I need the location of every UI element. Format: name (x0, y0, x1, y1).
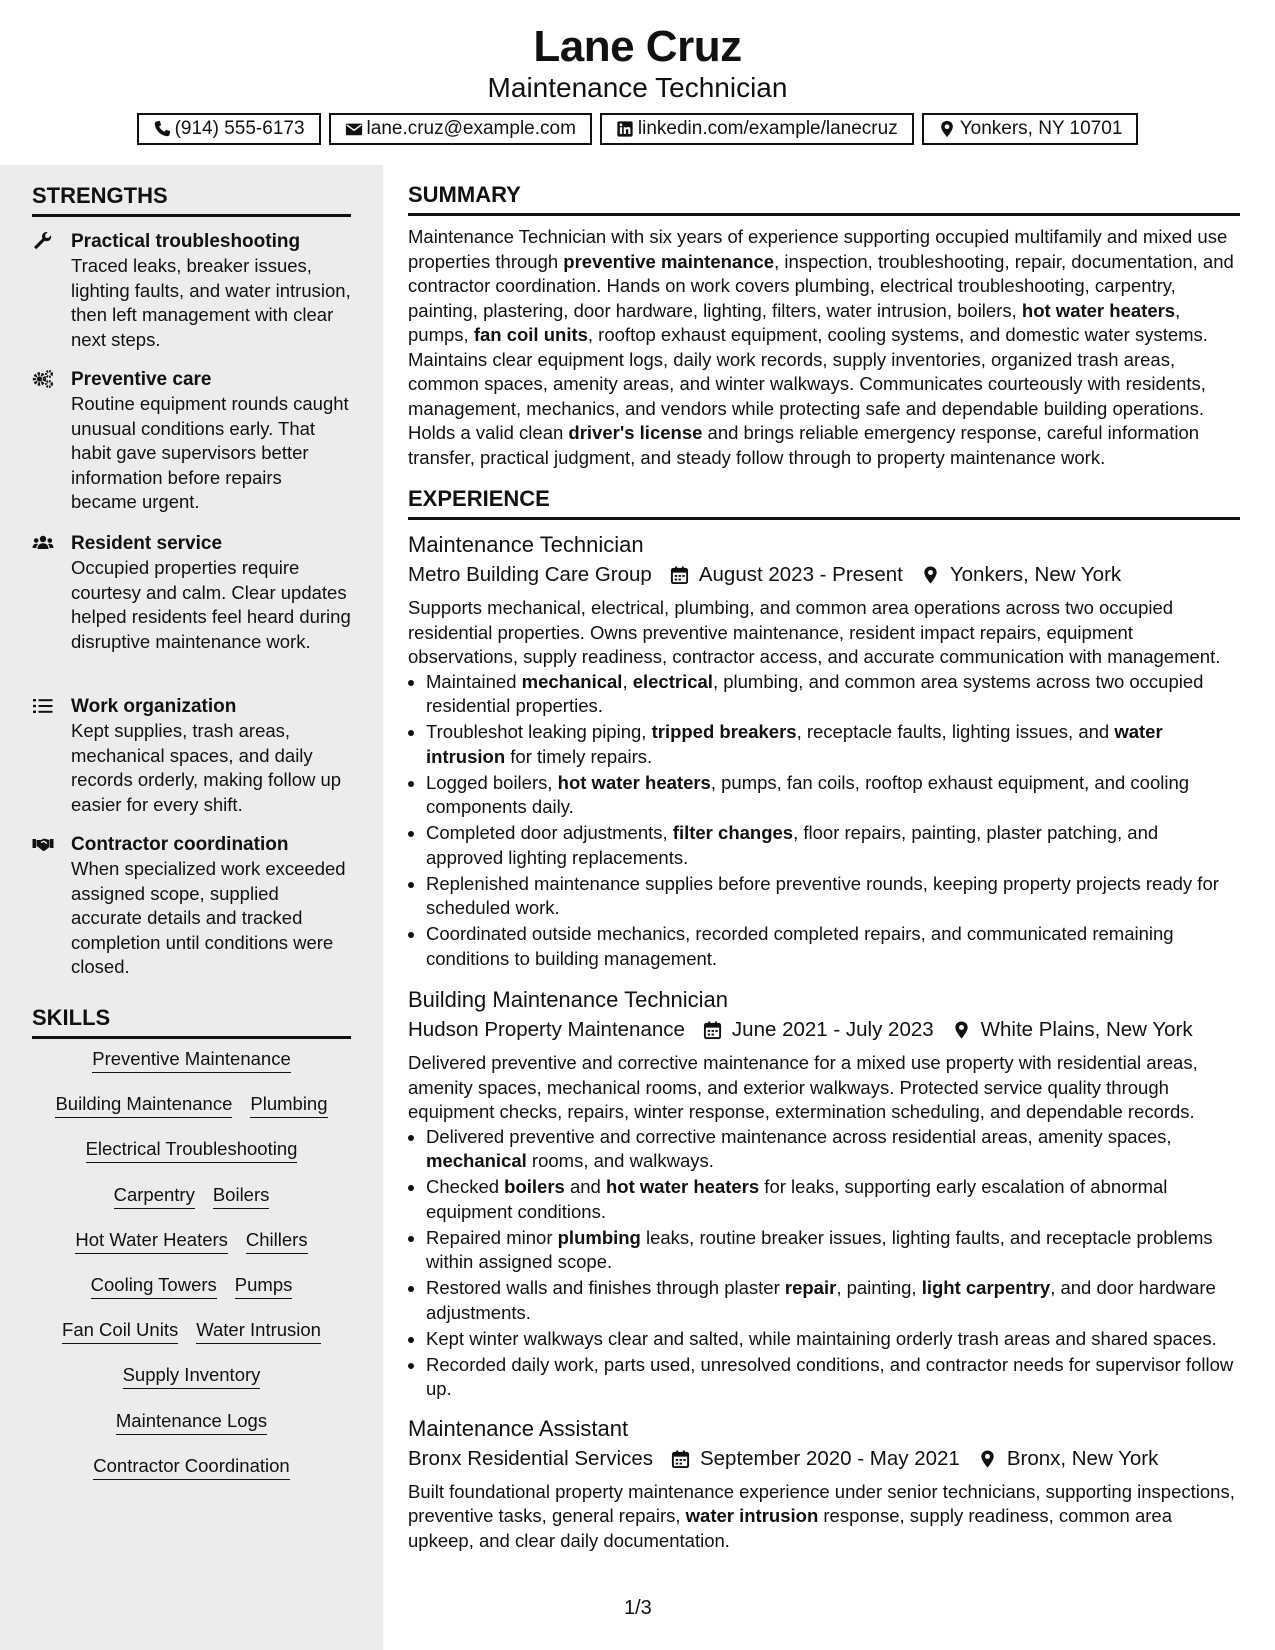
summary-text (408, 225, 1240, 470)
strength-item (32, 531, 352, 654)
bold-keyword: repair (784, 1277, 837, 1298)
skill-tag: Boilers (213, 1182, 270, 1209)
strength-desc: Routine equipment rounds caught unusual conditions early. That habit gave supervisors better information before repairs became urgent. (71, 393, 349, 512)
handshake-icon (32, 834, 54, 854)
text-run: Troubleshot leaking piping, (426, 721, 652, 742)
contact-location (922, 113, 1139, 145)
text-run: , painting, (836, 1277, 922, 1298)
job-meta (408, 1444, 1240, 1474)
job-location: Yonkers, New York (949, 563, 1122, 586)
text-run: , pumps, (408, 299, 1181, 345)
users-icon (32, 533, 54, 553)
bold-keyword: preventive maintenance (563, 250, 775, 272)
job-title: Maintenance Assistant (408, 1415, 629, 1441)
map-pin-icon (938, 120, 956, 138)
text-run: Delivered preventive and corrective maintenance across residential areas, amenity spaces, (426, 1125, 1172, 1147)
skill-tag: Pumps (235, 1272, 293, 1299)
job-dates: June 2021 - July 2023 (731, 1018, 934, 1041)
job-description: Delivered preventive and corrective maintenance for a mixed use property with residential areas, amenity spaces, mechanical rooms, and exterior walkways. Protected service quality through equipment checks, repairs, winter response, extermination scheduling, and dependable records. (408, 1052, 1198, 1122)
skill-tag: Electrical Troubleshooting (86, 1136, 298, 1163)
bold-keyword: plumbing (557, 1226, 641, 1248)
text-run: , inspection, troubleshooting, repair, documentation, and contractor coordination. Hands on work covers plumbing, electrical troubleshooting, carpentry, painting, plastering, door hardware, lighting, filters, water intrusion, boilers, (408, 250, 1234, 321)
skill-tag: Preventive Maintenance (92, 1046, 290, 1073)
contact-bar (0, 113, 1275, 145)
bullet-item (426, 821, 1240, 870)
job-description (408, 1480, 1240, 1554)
text-run: Built foundational property maintenance experience under senior technicians, supporting inspections, preventive tasks, general repairs, (408, 1480, 1235, 1526)
text-run: Logged boilers, (426, 771, 558, 793)
strength-title: Practical troubleshooting (71, 231, 301, 252)
bullet-item (426, 1353, 1240, 1402)
skill-tag: Maintenance Logs (116, 1408, 267, 1435)
bold-keyword: mechanical (521, 670, 623, 692)
map-pin-icon (978, 1449, 997, 1469)
bold-keyword: electrical (632, 670, 713, 692)
skill-tag: Chillers (246, 1227, 308, 1254)
skill-row (32, 1182, 351, 1227)
calendar-icon (670, 565, 689, 585)
text-run: Replenished maintenance supplies before preventive rounds, keeping property projects ready for scheduled work. (426, 872, 1219, 918)
text-run: for timely repairs. (505, 745, 653, 767)
text-run: , (622, 670, 633, 692)
bold-keyword: boilers (504, 1176, 565, 1197)
contact-email-text: lane.cruz@example.com (366, 118, 576, 139)
strength-item (32, 229, 352, 352)
skill-tag: Cooling Towers (91, 1272, 217, 1299)
text-run: for leaks, supporting early escalation of abnormal equipment conditions. (426, 1176, 1168, 1222)
job-title: Building Maintenance Technician (408, 987, 729, 1012)
contact-linkedin[interactable] (600, 113, 914, 145)
experience-heading: EXPERIENCE (408, 486, 1240, 520)
bullet-item (426, 1125, 1240, 1174)
strength-title: Contractor coordination (71, 834, 289, 855)
linkedin-icon (616, 120, 634, 138)
text-run: Restored walls and finishes through plaster (426, 1277, 785, 1298)
bullet-item (426, 1327, 1240, 1352)
text-run: Coordinated outside mechanics, recorded completed repairs, and communicated remaining conditions to building management. (426, 923, 1174, 969)
bold-keyword: hot water heaters (605, 1176, 760, 1197)
job-meta (408, 560, 1240, 590)
job-bullets (408, 1125, 1240, 1402)
text-run: Completed door adjustments, (426, 822, 673, 843)
strength-desc: Kept supplies, trash areas, mechanical spaces, and daily records orderly, making follow up easier for every shift. (71, 720, 342, 815)
strength-item (32, 367, 352, 515)
skill-row (32, 1272, 351, 1317)
text-run: leaks, routine breaker issues, lighting faults, and receptacle problems within assigned scope. (426, 1226, 1213, 1272)
skill-tag: Supply Inventory (123, 1362, 261, 1389)
skill-row (32, 1046, 351, 1091)
text-run: response, supply readiness, common area upkeep, and clear daily documentation. (408, 1505, 1172, 1551)
skill-tag: Fan Coil Units (62, 1317, 178, 1344)
skill-row (32, 1136, 351, 1181)
bold-keyword: hot water heaters (557, 771, 711, 793)
text-run: , pumps, fan coils, rooftop exhaust equipment, and cooling components daily. (426, 771, 1190, 817)
text-run: Recorded daily work, parts used, unresolved conditions, and contractor needs for supervisor follow up. (426, 1353, 1234, 1399)
bold-keyword: water intrusion (685, 1505, 819, 1526)
phone-icon (153, 120, 171, 138)
bold-keyword: fan coil units (473, 324, 588, 345)
calendar-icon (671, 1449, 690, 1469)
strength-item (32, 832, 352, 980)
skill-tag: Contractor Coordination (93, 1453, 289, 1480)
text-run: , receptacle faults, lighting issues, and (796, 721, 1115, 742)
text-run: and (564, 1176, 606, 1197)
text-run: rooms, and walkways. (526, 1150, 714, 1171)
skill-row (32, 1317, 351, 1362)
skill-row (32, 1362, 351, 1407)
skill-row (32, 1091, 351, 1136)
bold-keyword: driver's license (568, 422, 703, 443)
job-meta (408, 1015, 1240, 1045)
strength-title: Work organization (71, 696, 237, 717)
bullet-item (426, 872, 1240, 921)
text-run: , and door hardware adjustments. (426, 1277, 1216, 1323)
bullet-item (426, 1276, 1240, 1325)
strength-title: Preventive care (71, 369, 212, 390)
contact-phone[interactable] (137, 113, 321, 145)
bold-keyword: water intrusion (426, 721, 1163, 767)
strength-desc: Occupied properties require courtesy and calm. Clear updates helped residents feel heard during disruptive maintenance work. (71, 557, 351, 652)
job-company: Metro Building Care Group (408, 563, 652, 586)
text-run: and brings reliable emergency response, careful information transfer, practical judgment, and steady follow through to property maintenance work. (408, 422, 1200, 468)
gears-icon (32, 369, 54, 389)
text-run: Maintenance Technician with six years of experience supporting occupied multifamily and mixed use properties through (408, 226, 1228, 272)
bold-keyword: filter changes (672, 822, 794, 843)
text-run: , plumbing, and common area systems across two occupied residential properties. (426, 670, 1204, 716)
text-run: Checked (426, 1176, 505, 1197)
skill-tag: Building Maintenance (55, 1091, 232, 1118)
bold-keyword: light carpentry (921, 1277, 1051, 1298)
job-location: Bronx, New York (1006, 1446, 1159, 1470)
job-dates: August 2023 - Present (698, 563, 903, 586)
job-entry (408, 985, 1240, 1402)
contact-linkedin-text: linkedin.com/example/lanecruz (637, 118, 898, 139)
skill-row (32, 1453, 351, 1498)
contact-location-text: Yonkers, NY 10701 (959, 118, 1123, 139)
text-run: , rooftop exhaust equipment, cooling systems, and domestic water systems. Maintains clear equipment logs, daily work records, supply inventories, organized trash areas, common spaces, amenity areas, and winter walkways. Communicates courteously with residents, management, mechanics, and vendors while protecting safe and dependable building operations. Holds a valid clean (408, 324, 1208, 443)
strength-title: Resident service (71, 533, 223, 554)
skill-tag: Water Intrusion (196, 1317, 321, 1344)
job-bullets (408, 670, 1240, 972)
job-company: Hudson Property Maintenance (408, 1018, 685, 1041)
wrench-icon (32, 231, 54, 251)
bullet-item (426, 720, 1240, 769)
skills-heading: SKILLS (32, 1005, 351, 1039)
strength-item (32, 694, 352, 817)
contact-email[interactable] (329, 113, 592, 145)
skill-tag: Carpentry (114, 1182, 195, 1209)
strength-desc: Traced leaks, breaker issues, lighting faults, and water intrusion, then left management with clear next steps. (71, 255, 351, 350)
text-run: Repaired minor (426, 1226, 558, 1248)
candidate-title: Maintenance Technician (487, 72, 788, 103)
skill-tag: Hot Water Heaters (75, 1227, 228, 1254)
bullet-item (426, 1226, 1240, 1275)
map-pin-icon (952, 1020, 971, 1040)
text-run: Maintained (426, 670, 522, 692)
strengths-heading: STRENGTHS (32, 183, 351, 217)
bold-keyword: mechanical (426, 1150, 527, 1171)
envelope-icon (345, 120, 363, 138)
job-company: Bronx Residential Services (408, 1446, 653, 1470)
page-number: 1/3 (624, 1597, 652, 1619)
job-description: Supports mechanical, electrical, plumbing, and common area operations across two occupied residential properties. Owns preventive maintenance, resident impact repairs, equipment observations, supply readiness, contractor access, and accurate communication with management. (408, 597, 1221, 667)
job-dates: September 2020 - May 2021 (699, 1446, 960, 1470)
bold-keyword: hot water heaters (1021, 299, 1176, 321)
bullet-item (426, 670, 1240, 719)
text-run: , floor repairs, painting, plaster patching, and approved lighting replacements. (426, 822, 1159, 868)
map-pin-icon (921, 565, 940, 585)
bullet-item (426, 771, 1240, 820)
bullet-item (426, 1175, 1240, 1224)
contact-phone-text: (914) 555-6173 (174, 118, 305, 139)
strength-desc: When specialized work exceeded assigned scope, supplied accurate details and tracked completion until conditions were closed. (71, 858, 346, 977)
job-location: White Plains, New York (980, 1018, 1193, 1041)
bold-keyword: tripped breakers (651, 721, 797, 742)
summary-heading: SUMMARY (408, 182, 1240, 216)
job-entry (408, 530, 1240, 971)
skill-row (32, 1408, 351, 1453)
skill-tag: Plumbing (250, 1091, 327, 1118)
resume-header (0, 0, 1275, 160)
bullet-item (426, 922, 1240, 971)
candidate-name: Lane Cruz (533, 22, 742, 71)
list-icon (32, 696, 54, 716)
main-column (408, 182, 1240, 1553)
job-title: Maintenance Technician (408, 532, 644, 557)
text-run: Kept winter walkways clear and salted, while maintaining orderly trash areas and shared spaces. (426, 1327, 1217, 1349)
skills-list (32, 1046, 351, 1498)
calendar-icon (703, 1020, 722, 1040)
skill-row (32, 1227, 351, 1272)
job-entry (408, 1414, 1240, 1554)
